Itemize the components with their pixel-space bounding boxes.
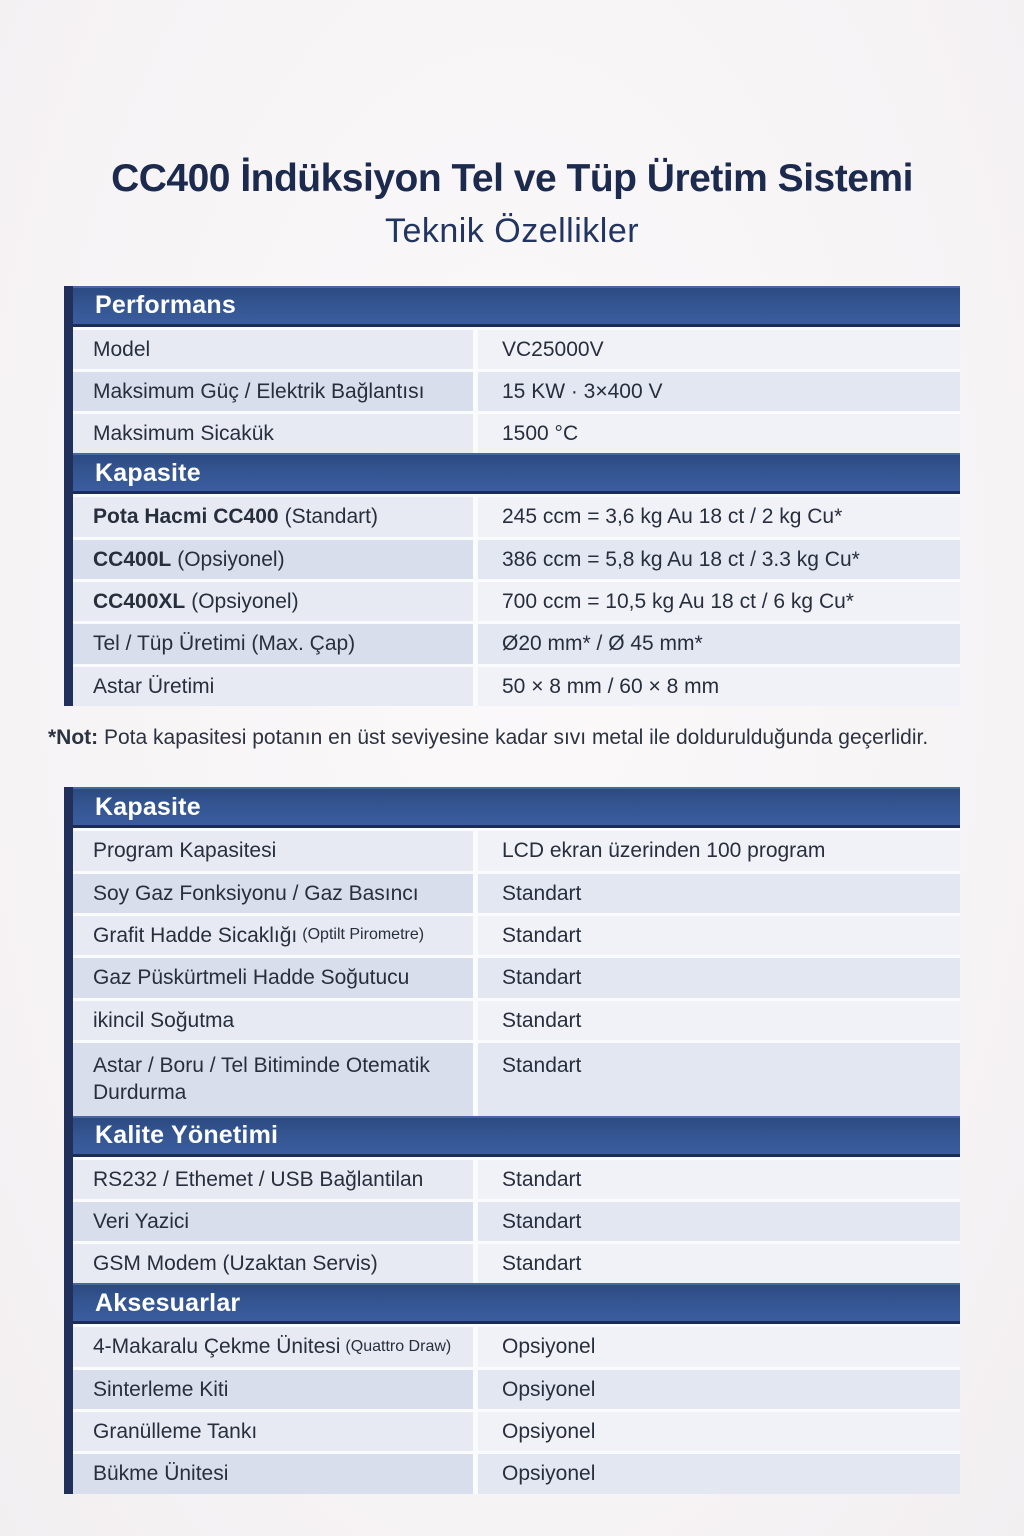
spec-label: GSM Modem (Uzaktan Servis)	[73, 1244, 473, 1283]
section-title: Kapasite	[95, 458, 201, 487]
spec-value: Standart	[478, 1043, 960, 1116]
table-row	[73, 955, 960, 997]
spec-table-top	[64, 286, 960, 706]
spec-label	[73, 540, 473, 579]
spec-value: Standart	[478, 1001, 960, 1040]
spec-label-bold: Pota Hacmi CC400	[93, 505, 279, 529]
table-row	[73, 1241, 960, 1283]
spec-label: Granülleme Tankı	[73, 1412, 473, 1451]
spec-label: Astar Üretimi	[73, 667, 473, 706]
table-row	[73, 664, 960, 706]
spec-label-bold: CC400L	[93, 547, 172, 571]
spec-label-small: (Optilt Pirometre)	[302, 926, 425, 944]
table-row	[73, 579, 960, 621]
spec-label	[73, 582, 473, 621]
title-block	[0, 0, 1024, 252]
table-row	[73, 828, 960, 870]
spec-label: ikincil Soğutma	[73, 1001, 473, 1040]
table-row	[73, 913, 960, 955]
spec-value: Ø20 mm* / Ø 45 mm*	[478, 624, 960, 663]
footnote	[48, 722, 986, 754]
spec-label: Maksimum Sicakük	[73, 414, 473, 453]
table-row	[73, 411, 960, 453]
table-row	[73, 369, 960, 411]
spec-label: RS232 / Ethemet / USB Bağlantilan	[73, 1160, 473, 1199]
spec-value: 15 KW · 3×400 V	[478, 372, 960, 411]
spec-value: Standart	[478, 1202, 960, 1241]
table-row	[73, 1324, 960, 1366]
spec-label	[73, 497, 473, 536]
section-header-aksesuarlar	[73, 1283, 960, 1324]
footnote-text: Pota kapasitesi potanın en üst seviyesine kadar sıvı metal ile doldurulduğunda geçerlidir.	[104, 725, 929, 749]
spec-value: VC25000V	[478, 330, 960, 369]
spec-value: 386 ccm = 5,8 kg Au 18 ct / 3.3 kg Cu*	[478, 540, 960, 579]
section-header-performans	[73, 286, 960, 327]
spec-label: Veri Yazici	[73, 1202, 473, 1241]
section-title: Kapasite	[95, 792, 201, 821]
spec-value: Opsiyonel	[478, 1327, 960, 1366]
spec-label: Program Kapasitesi	[73, 831, 473, 870]
spec-value: Standart	[478, 916, 960, 955]
spec-label-small: (Quattro Draw)	[345, 1337, 452, 1355]
table-row	[73, 621, 960, 663]
spec-value: Standart	[478, 1160, 960, 1199]
spec-label: Bükme Ünitesi	[73, 1454, 473, 1493]
spec-label-text: 4-Makaralu Çekme Ünitesi	[93, 1335, 341, 1359]
spec-value: LCD ekran üzerinden 100 program	[478, 831, 960, 870]
footnote-label: *Not:	[48, 725, 99, 749]
page-subtitle: Teknik Özellikler	[384, 211, 640, 250]
spec-value: Opsiyonel	[478, 1412, 960, 1451]
spec-label: Sinterleme Kiti	[73, 1370, 473, 1409]
spec-label: Astar / Boru / Tel Bitiminde Otematik Durdurma	[73, 1043, 473, 1116]
table-row	[73, 1040, 960, 1116]
spec-label: Tel / Tüp Üretimi (Max. Çap)	[73, 624, 473, 663]
table-row	[73, 998, 960, 1040]
spec-label: Soy Gaz Fonksiyonu / Gaz Basıncı	[73, 874, 473, 913]
spec-label	[73, 1327, 473, 1366]
spec-label-rest: (Opsiyonel)	[191, 590, 299, 614]
spec-value: Standart	[478, 874, 960, 913]
spec-label-bold: CC400XL	[93, 590, 186, 614]
section-header-kalite	[73, 1116, 960, 1157]
spec-value: 245 ccm = 3,6 kg Au 18 ct / 2 kg Cu*	[478, 497, 960, 536]
table-row	[73, 871, 960, 913]
spec-value: 1500 °C	[478, 414, 960, 453]
spec-value: 700 ccm = 10,5 kg Au 18 ct / 6 kg Cu*	[478, 582, 960, 621]
section-header-kapasite-2	[73, 787, 960, 828]
table-row	[73, 1367, 960, 1409]
spec-label-text: Grafit Hadde Sicaklığı	[93, 924, 298, 948]
table-row	[73, 537, 960, 579]
section-title: Kalite Yönetimi	[95, 1121, 279, 1150]
spec-value: Standart	[478, 958, 960, 997]
table-row	[73, 1451, 960, 1493]
spec-table-bottom	[64, 787, 960, 1493]
table-row	[73, 1409, 960, 1451]
section-header-kapasite-1	[73, 453, 960, 494]
spec-label: Maksimum Güç / Elektrik Bağlantısı	[73, 372, 473, 411]
table-row	[73, 1199, 960, 1241]
table-row	[73, 1157, 960, 1199]
spec-label-rest: (Standart)	[284, 505, 378, 529]
spec-value: Opsiyonel	[478, 1370, 960, 1409]
table-row	[73, 494, 960, 536]
spec-label-rest: (Opsiyonel)	[177, 547, 285, 571]
spec-value: Standart	[478, 1244, 960, 1283]
table-row	[73, 327, 960, 369]
section-title: Aksesuarlar	[95, 1288, 241, 1317]
spec-label: Model	[73, 330, 473, 369]
section-title: Performans	[95, 291, 236, 320]
spec-label	[73, 916, 473, 955]
page-title: CC400 İndüksiyon Tel ve Tüp Üretim Sistemi	[111, 157, 913, 200]
spec-label: Gaz Püskürtmeli Hadde Soğutucu	[73, 958, 473, 997]
spec-value: 50 × 8 mm / 60 × 8 mm	[478, 667, 960, 706]
spec-value: Opsiyonel	[478, 1454, 960, 1493]
